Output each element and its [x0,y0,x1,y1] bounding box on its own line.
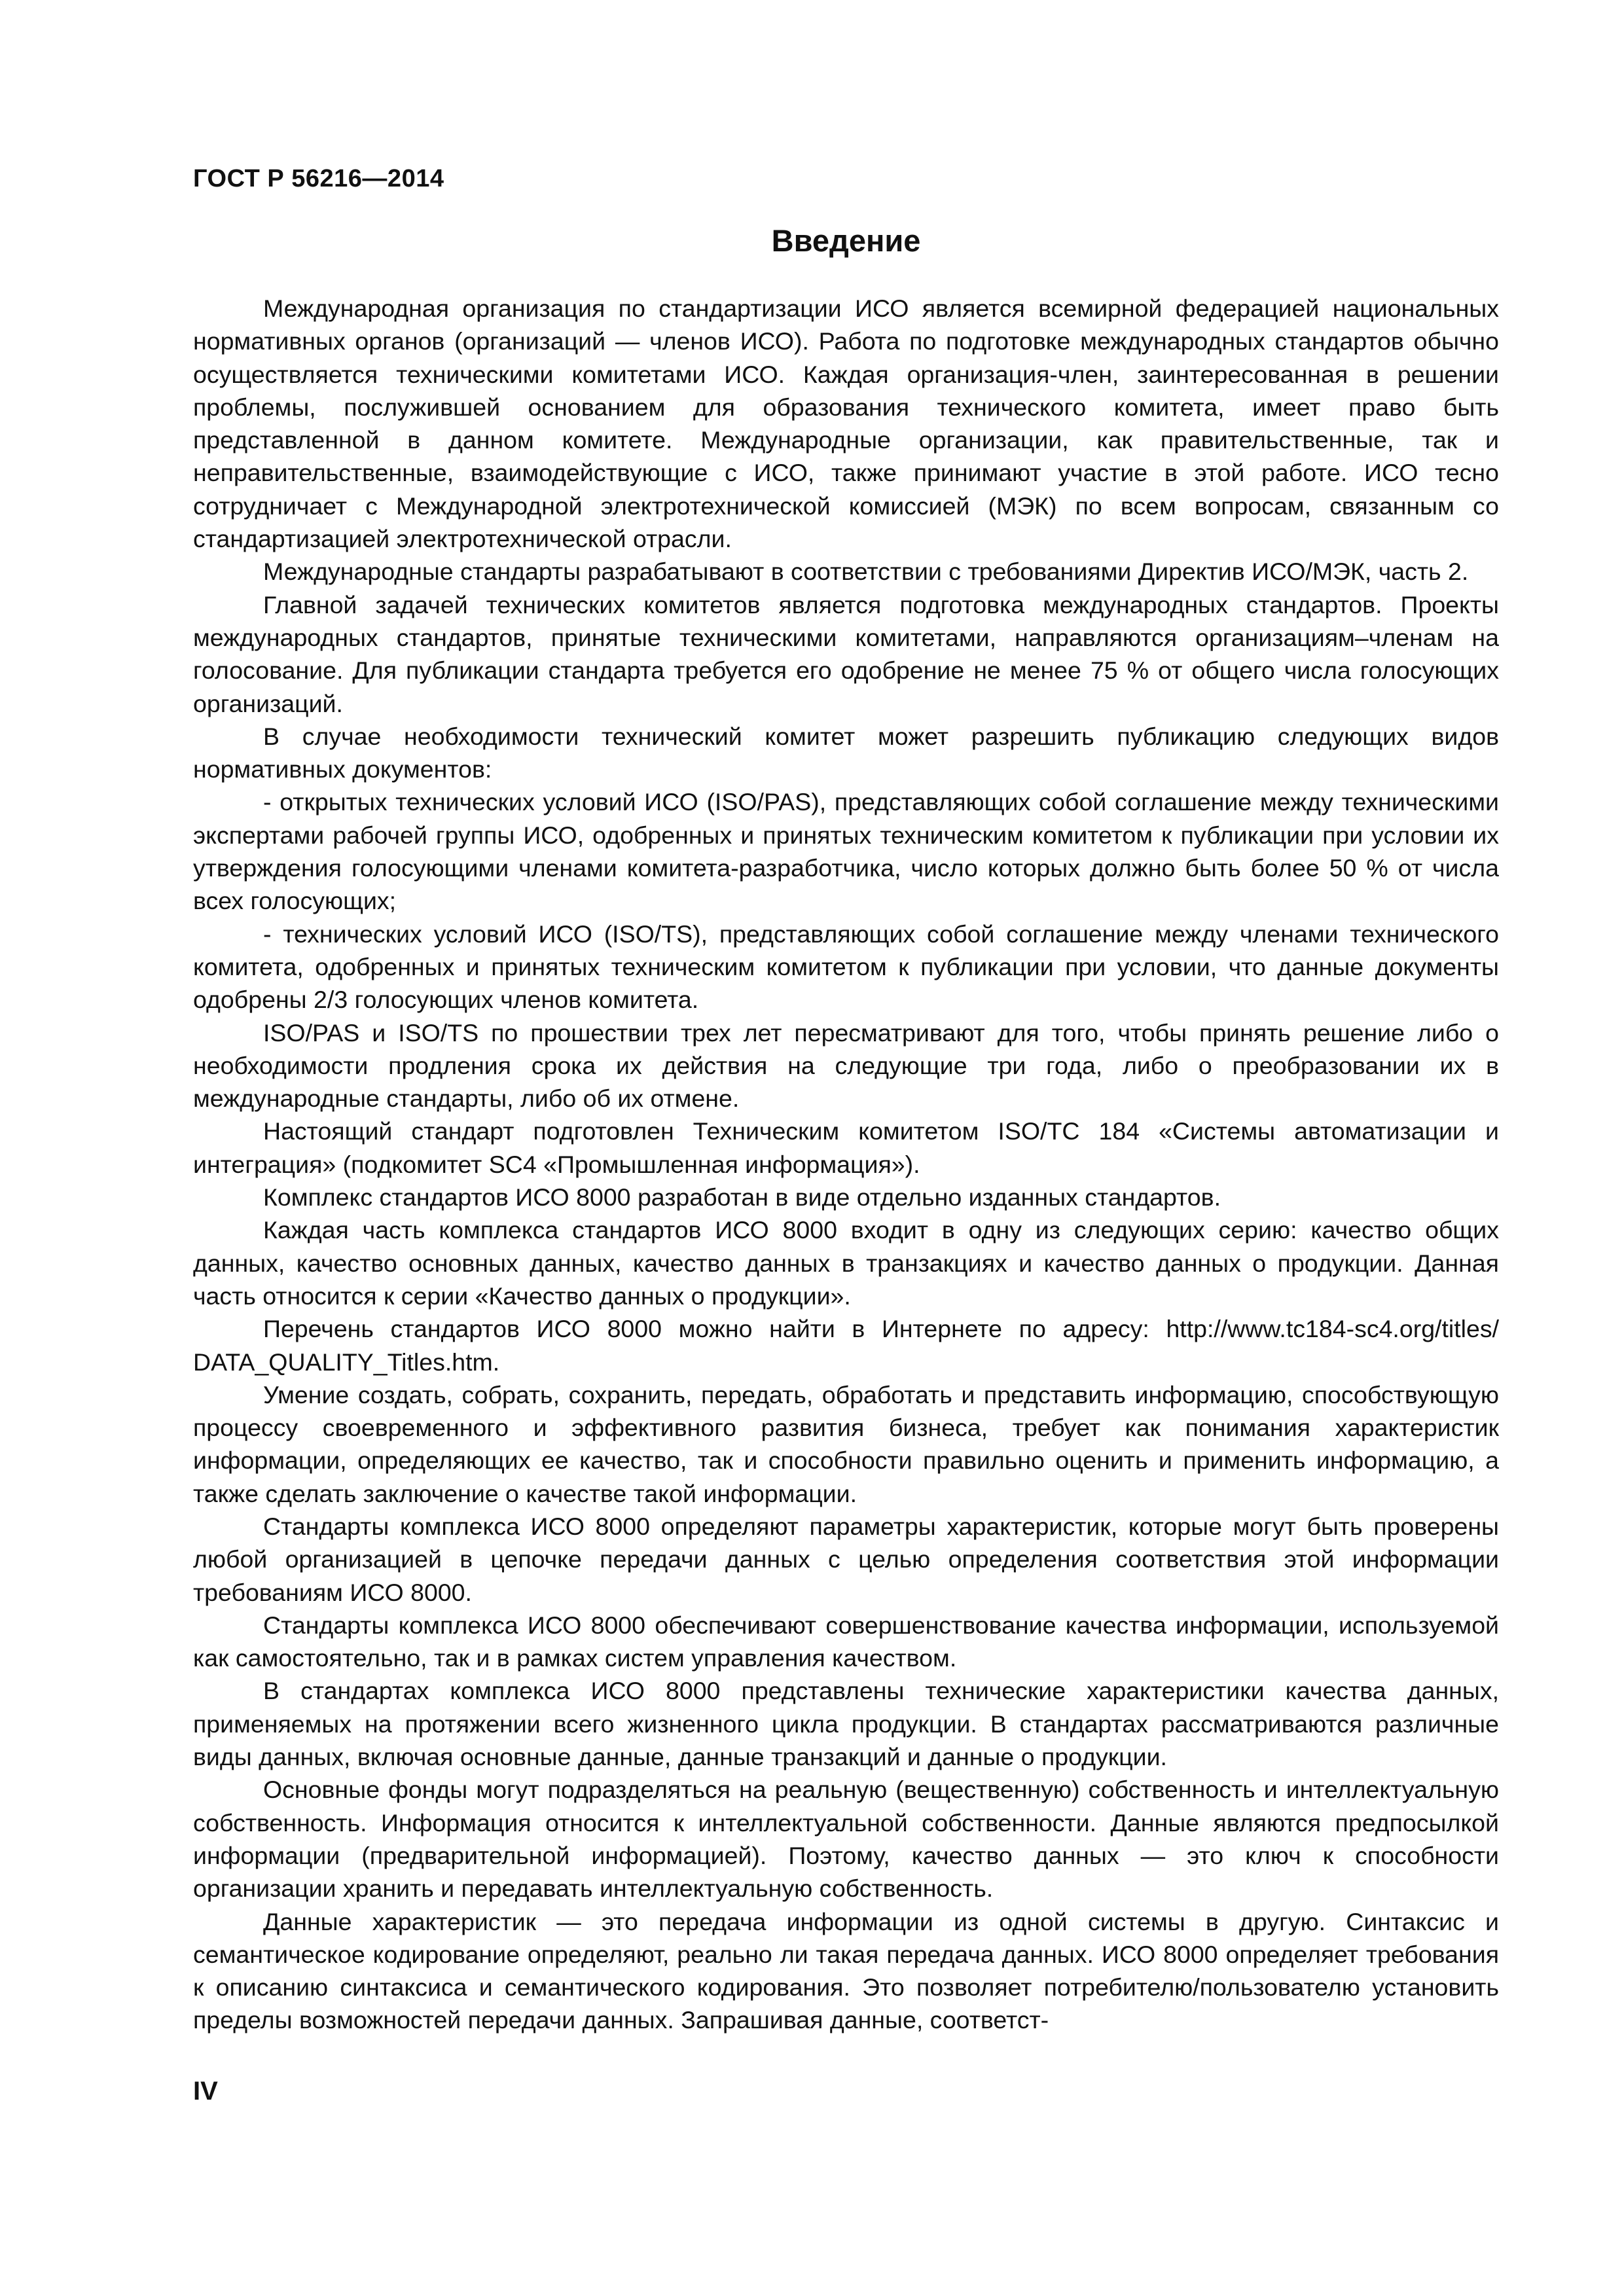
section-title: Введение [771,223,921,258]
body-text [193,292,1499,2037]
paragraph: ISO/PAS и ISO/TS по прошествии трех лет пересматривают для того, чтобы принять решение либо о необходимости продления срока их действия на следующие три года, либо о преобразовании их в международные стандарты, либо об их отмене. [193,1018,1499,1113]
paragraph: Основные фонды могут подразделяться на реальную (вещественную) собственность и интеллектуальную собственность. Информация относится к интеллектуальной собственности. Данные являются предпосылкой информации (предварительной информацией). Поэтому, качество данных — это ключ к способности организации хранить и передавать интеллектуальную собственность. [193,1776,1499,1903]
paragraph: В стандартах комплекса ИСО 8000 представлены технические характеристики качества данных, применяемых на протяжении всего жизненного цикла продукции. В стандартах рассматриваются различные виды данных, включая основные данные, данные транзакций и данные о продукции. [193,1677,1499,1771]
paragraph: Главной задачей технических комитетов является подготовка международных стандартов. Проекты международных стандартов, принятые техническими комитетами, направляются организациям–членам на голосование. Для публикации стандарта требуется его одобрение не менее 75 % от общего числа голосующих организаций. [193,590,1499,717]
paragraph: Международные стандарты разрабатывают в соответствии с требованиями Директив ИСО/МЭК, часть 2. [263,558,1469,586]
paragraph: Стандарты комплекса ИСО 8000 определяют параметры характеристик, которые могут быть проверены любой организацией в цепочке передачи данных с целью определения соответствия этой информации требованиям ИСО 8000. [193,1512,1499,1606]
paragraph: В случае необходимости технический комитет может разрешить публикацию следующих видов нормативных документов: [193,722,1499,783]
paragraph: Стандарты комплекса ИСО 8000 обеспечивают совершенствование качества информации, используемой как самостоятельно, так и в рамках систем управления качеством. [193,1611,1499,1672]
paragraph: Умение создать, собрать, сохранить, передать, обработать и представить информацию, способствующую процессу своевременного и эффективного развития бизнеса, требует как понимания характеристик информации, определяющих ее качество, так и способности правильно оценить и применить информацию, а также сделать заключение о качестве такой информации. [193,1380,1499,1507]
paragraph: Данные характеристик — это передача информации из одной системы в другую. Синтаксис и семантическое кодирование определяют, реально ли такая передача данных. ИСО 8000 определяет требования к описанию синтаксиса и семантического кодирования. Это позволяет потребителю/пользователю установить пределы возможностей передачи данных. Запрашивая данные, соответст- [193,1907,1499,2034]
paragraph: Комплекс стандартов ИСО 8000 разработан в виде отдельно изданных стандартов. [263,1183,1221,1211]
page-number: IV [193,2077,218,2106]
paragraph: Международная организация по стандартизации ИСО является всемирной федерацией национальных нормативных органов (организаций — членов ИСО). Работа по подготовке международных стандартов обычно осуществляется техническими комитетами ИСО. Каждая организация-член, заинтересованная в решении проблемы, послужившей основанием для образования технического комитета, имеет право быть представленной в данном комитете. Международные организации, как правительственные, так и неправительственные, взаимодействующие с ИСО, также принимают участие в этой работе. ИСО тесно сотрудничает с Международной электротехнической комиссией (МЭК) по всем вопросам, связанным со стандартизацией электротехнической отрасли. [193,295,1499,553]
paragraph: Каждая часть комплекса стандартов ИСО 8000 входит в одну из следующих серию: качество общих данных, качество основных данных, качество данных в транзакциях и качество данных о продукции. Данная часть относится к серии «Качество данных о продукции». [193,1216,1499,1310]
list-item: - открытых технических условий ИСО (ISO/PAS), представляющих собой соглашение между техническими экспертами рабочей группы ИСО, одобренных и принятых техническим комитетом к публикации при условии их утверждения голосующими членами комитета-разработчика, число которых должно быть более 50 % от числа всех голосующих; [193,788,1499,915]
list-item: - технических условий ИСО (ISO/TS), представляющих собой соглашение между членами технического комитета, одобренных и принятых техническим комитетом к публикации при условии, что данные документы одобрены 2/3 голосующих членов комитета. [193,920,1499,1014]
standard-designation: ГОСТ Р 56216—2014 [193,165,444,192]
paragraph: Настоящий стандарт подготовлен Техническим комитетом ISO/TC 184 «Системы автоматизации и интеграция» (подкомитет SC4 «Промышленная информация»). [193,1117,1499,1178]
paragraph-url: Перечень стандартов ИСО 8000 можно найти в Интернете по адресу: http://www.tc184-sc4.org/titles/ DATA_QUALITY_Titles.htm. [193,1315,1499,1376]
